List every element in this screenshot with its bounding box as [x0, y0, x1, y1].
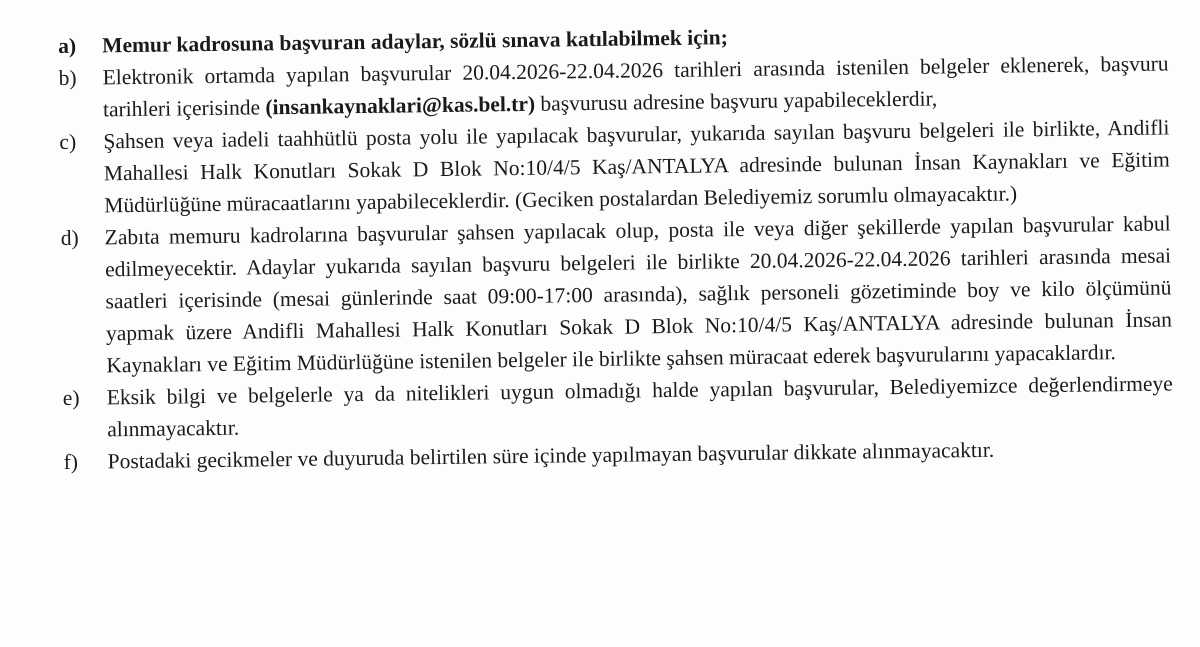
document-body	[58, 15, 1174, 477]
list-item-text: Eksik bilgi ve belgelerle ya da nitelikleri uygun olmadığı halde yapılan başvurular, Belediyemizce değerlendirmeye alınmayacaktır.	[106, 371, 1173, 442]
list-item-text: Şahsen veya iadeli taahhütlü posta yolu ile yapılacak başvurular, yukarıda sayılan başvuru belgeleri ile birlikte, Andifli Mahallesi Halk Konutları Sokak D Blok No:10/4/5 Kaş/ANTALYA adresinde bulunan İnsan Kaynakları ve Eğitim Müdürlüğüne müracaatlarını yapabileceklerdir. (Geciken postalardan Belediyemiz sorumlu olmayacaktır.)	[103, 115, 1170, 218]
list-marker: c)	[59, 129, 77, 154]
list-marker: d)	[60, 225, 79, 250]
list-item-text: Memur kadrosuna başvuran adaylar, sözlü sınava katılabilmek için;	[102, 25, 728, 58]
list-marker: e)	[62, 385, 80, 410]
email-address: (insankaynaklari@kas.bel.tr)	[265, 91, 536, 120]
list-item-d	[61, 207, 1173, 382]
text-after-email: başvurusu adresine başvuru yapabileceklerdir,	[534, 86, 938, 116]
list-marker: a)	[58, 33, 77, 58]
list-marker: b)	[58, 65, 77, 90]
list-item-text: Zabıta memuru kadrolarına başvurular şahsen yapılacak olup, posta ile veya diğer şekillerde yapılan başvurular kabul edilmeyecektir. Adaylar yukarıda sayılan başvuru belgeleri ile birlikte 20.04.2026-22.04.2026 tarihleri arasında mesai saatleri içerisinde (mesai günlerinde saat 09:00-17:00 arasında), sağlık personeli gözetiminde boy ve kilo ölçümünü yapmak üzere Andifli Mahallesi Halk Konutları Sokak D Blok No:10/4/5 Kaş/ANTALYA adresinde bulunan İnsan Kaynakları ve Eğitim Müdürlüğüne istenilen belgeler ile birlikte şahsen müracaat ederek başvurularını yapacaklardır.	[104, 211, 1173, 378]
list-item-c	[59, 111, 1170, 222]
text-before-email: Elektronik ortamda yapılan başvurular 20.04.2026-22.04.2026 tarihleri arasında istenilen belgeler eklenerek, başvuru tarihleri içerisinde	[102, 51, 1169, 122]
list-item-text: Postadaki gecikmeler ve duyuruda belirtilen süre içinde yapılmayan başvurular dikkate alınmayacaktır.	[107, 437, 995, 474]
list-marker: f)	[63, 449, 79, 474]
